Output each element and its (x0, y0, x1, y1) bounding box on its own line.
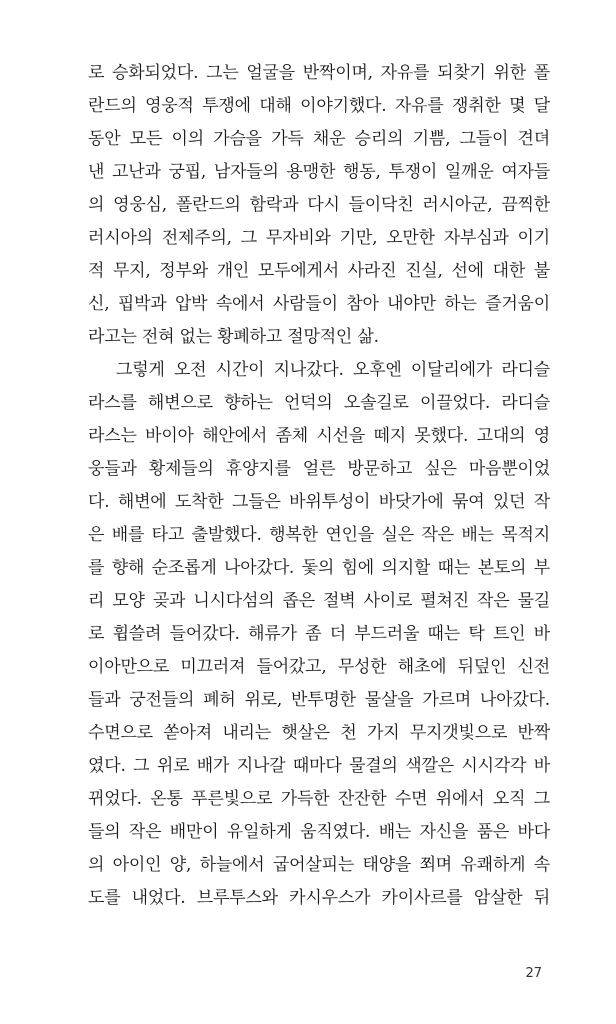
text-line: 로 휩쓸려 들어갔다. 해류가 좀 더 부드러울 때는 탁 트인 바 (88, 624, 550, 644)
body-text (88, 57, 550, 915)
text-line: 라스를 해변으로 향하는 언덕의 오솔길로 이끌었다. 라디슬 (88, 393, 550, 413)
text-line: 라고는 전혀 없는 황폐하고 절망적인 삶. (88, 327, 379, 347)
paragraph (88, 57, 550, 354)
text-line: 리 모양 곶과 니시다섬의 좁은 절벽 사이로 펼쳐진 작은 물길 (88, 591, 550, 611)
text-line: 웅들과 황제들의 휴양지를 얼른 방문하고 싶은 마음뿐이었 (88, 459, 550, 479)
text-line: 로 승화되었다. 그는 얼굴을 반짝이며, 자유를 되찾기 위한 폴 (88, 63, 550, 83)
text-line: 그렇게 오전 시간이 지나갔다. 오후엔 이달리에가 라디슬 (116, 360, 550, 380)
text-line: 의 영웅심, 폴란드의 함락과 다시 들이닥친 러시아군, 끔찍한 (88, 195, 550, 215)
text-line: 신, 핍박과 압박 속에서 사람들이 참아 내야만 하는 즐거움이 (88, 294, 550, 314)
text-line: 다. 해변에 도착한 그들은 바위투성이 바닷가에 묶여 있던 작 (88, 492, 550, 512)
text-line: 들과 궁전들의 폐허 위로, 반투명한 물살을 가르며 나아갔다. (88, 690, 550, 710)
text-line: 낸 고난과 궁핍, 남자들의 용맹한 행동, 투쟁이 일깨운 여자들 (88, 162, 550, 182)
text-line: 도를 내었다. 브루투스와 카시우스가 카이사르를 암살한 뒤 (88, 888, 550, 908)
text-line: 러시아의 전제주의, 그 무자비와 기만, 오만한 자부심과 이기 (88, 228, 550, 248)
text-line: 를 향해 순조롭게 나아갔다. 돛의 힘에 의지할 때는 본토의 부 (88, 558, 550, 578)
paragraph (88, 354, 550, 915)
text-line: 였다. 그 위로 배가 지나갈 때마다 물결의 색깔은 시시각각 바 (88, 756, 550, 776)
text-line: 란드의 영웅적 투쟁에 대해 이야기했다. 자유를 쟁취한 몇 달 (88, 96, 550, 116)
text-line: 뀌었다. 온통 푸른빛으로 가득한 잔잔한 수면 위에서 오직 그 (88, 789, 550, 809)
text-line: 이아만으로 미끄러져 들어갔고, 무성한 해초에 뒤덮인 신전 (88, 657, 550, 677)
text-line: 들의 작은 배만이 유일하게 움직였다. 배는 자신을 품은 바다 (88, 822, 550, 842)
page-number: 27 (525, 966, 542, 981)
text-line: 라스는 바이아 해안에서 좀체 시선을 떼지 못했다. 고대의 영 (88, 426, 550, 446)
text-line: 적 무지, 정부와 개인 모두에게서 사라진 진실, 선에 대한 불 (88, 261, 550, 281)
text-line: 수면으로 쏟아져 내리는 햇살은 천 가지 무지갯빛으로 반짝 (88, 723, 550, 743)
text-line: 은 배를 타고 출발했다. 행복한 연인을 실은 작은 배는 목적지 (88, 525, 550, 545)
text-line: 의 아이인 양, 하늘에서 굽어살피는 태양을 쬐며 유쾌하게 속 (88, 855, 550, 875)
text-line: 동안 모든 이의 가슴을 가득 채운 승리의 기쁨, 그들이 견뎌 (88, 129, 550, 149)
